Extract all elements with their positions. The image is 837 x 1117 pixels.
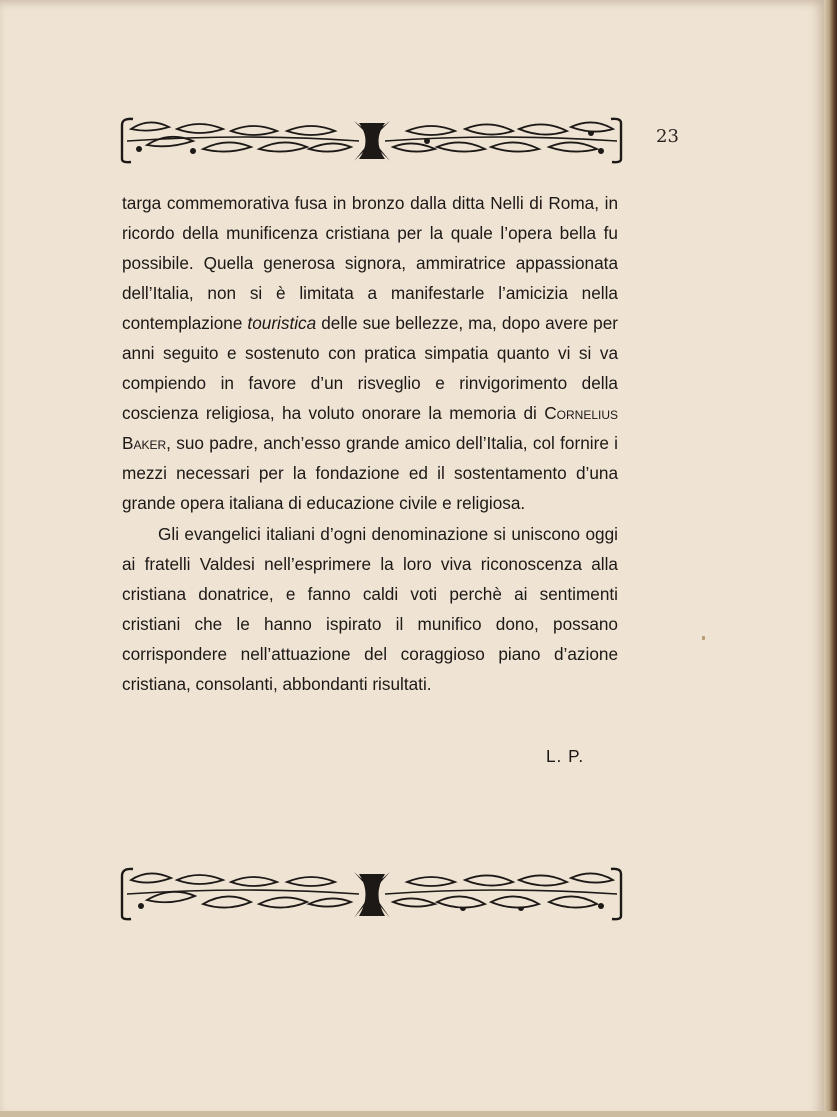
paragraph-1-name: Cornelius Baker: [122, 403, 618, 454]
page-edge: [824, 0, 837, 1117]
paragraph-1-part-1: targa commemorativa fusa in bronzo dalla ditta Nelli di Roma, in ricordo della munificenza cristiana per la quale l’opera bella fu possibile. Quella generosa signora, ammiratrice appassionata dell’Italia, non si è limitata a manifestarle l’amicizia nella contemplazione: [122, 193, 618, 334]
laurel-ornament-bottom: [119, 864, 624, 922]
paragraph-1-italic-word: touristica: [247, 313, 317, 334]
paragraph-1-part-5: , suo padre, anch’esso grande amico dell’Italia, col fornire i mezzi necessari per la fondazione ed il sostentamento d’una grande opera italiana di educazione civile e religiosa.: [122, 433, 618, 514]
laurel-ornament-top: [119, 115, 624, 165]
paragraph-2-text: Gli evangelici italiani d’ogni denominazione si uniscono oggi ai fratelli Valdesi nell’esprimere la loro viva riconoscenza alla cristiana donatrice, e fanno caldi voti perchè ai sentimenti cristiani che le hanno ispirato il munifico dono, possano corrispondere nell’attuazione del coraggioso piano d’azione cristiana, consolanti, abbondanti risultati.: [122, 523, 618, 694]
paragraph-1: [122, 188, 618, 519]
body-text: [122, 188, 618, 699]
paper-speck: [702, 636, 705, 640]
bottom-page-edge: [0, 1111, 837, 1117]
paragraph-2: [122, 519, 618, 699]
page-number: 23: [656, 126, 679, 147]
paragraph-1-part-3: delle sue bellezze, ma, dopo avere per anni seguito e sostenuto con pratica simpatia quanto vi si va compiendo in favore d’un risveglio e rinvigorimento della coscienza religiosa, ha voluto onorare la memoria di: [122, 313, 618, 424]
signature: L. P.: [546, 746, 585, 766]
